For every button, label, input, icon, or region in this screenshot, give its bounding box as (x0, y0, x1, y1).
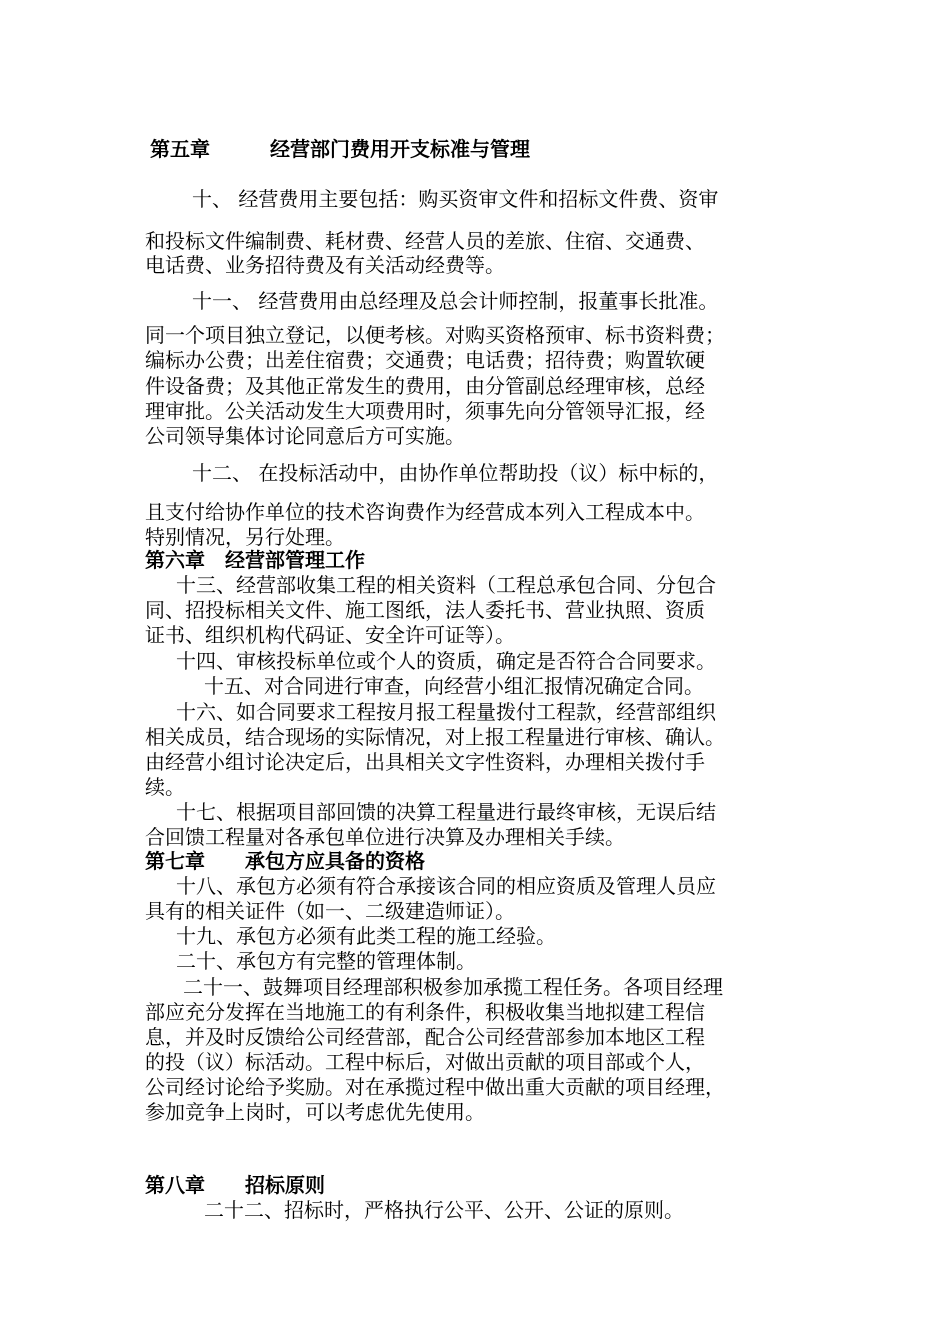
text-line: 十七、根据项目部回馈的决算工程量进行最终审核，无误后结 (176, 800, 716, 824)
chapter-7-title: 第七章 承包方应具备的资格 (145, 849, 425, 873)
text-line: 理审批。公关活动发生大项费用时，须事先向分管领导汇报，经 (145, 399, 705, 423)
text-line: 和投标文件编制费、耗材费、经营人员的差旅、住宿、交通费、 (145, 229, 705, 253)
text-line: 十五、对合同进行审查，向经营小组汇报情况确定合同。 (204, 674, 704, 698)
text-line: 证书、组织机构代码证、安全许可证等）。 (145, 623, 515, 647)
text-line: 部应充分发挥在当地施工的有利条件，积极收集当地拟建工程信 (145, 1000, 705, 1024)
chapter-6-title: 第六章 经营部管理工作 (145, 548, 365, 572)
text-line: 十、 经营费用主要包括：购买资审文件和招标文件费、资审 (192, 187, 719, 211)
text-line: 十二、 在投标活动中，由协作单位帮助投（议）标中标的， (192, 461, 719, 485)
text-line: 电话费、业务招待费及有关活动经费等。 (145, 253, 505, 277)
text-line: 编标办公费；出差住宿费；交通费；电话费；招待费；购置软硬 (145, 348, 705, 372)
text-line: 十三、经营部收集工程的相关资料（工程总承包合同、分包合 (176, 573, 716, 597)
text-line: 相关成员，结合现场的实际情况，对上报工程量进行审核、确认。 (145, 725, 725, 749)
text-line: 特别情况，另行处理。 (145, 525, 345, 549)
text-line: 的投（议）标活动。工程中标后，对做出贡献的项目部或个人， (145, 1050, 705, 1074)
text-line: 参加竞争上岗时，可以考虑优先使用。 (145, 1100, 485, 1124)
text-line: 十九、承包方必须有此类工程的施工经验。 (176, 924, 556, 948)
text-line: 同一个项目独立登记，以便考核。对购买资格预审、标书资料费； (145, 323, 725, 347)
text-line: 由经营小组讨论决定后，出具相关文字性资料，办理相关拨付手 (145, 750, 705, 774)
text-line: 息，并及时反馈给公司经营部，配合公司经营部参加本地区工程 (145, 1025, 705, 1049)
text-line: 件设备费；及其他正常发生的费用，由分管副总经理审核，总经 (145, 374, 705, 398)
text-line: 十四、审核投标单位或个人的资质，确定是否符合合同要求。 (176, 649, 716, 673)
text-line: 公司经讨论给予奖励。对在承揽过程中做出重大贡献的项目经理， (145, 1075, 725, 1099)
text-line: 十一、 经营费用由总经理及总会计师控制，报董事长批准。 (192, 289, 719, 313)
text-line: 续。 (145, 775, 185, 799)
chapter-8-title: 第八章 招标原则 (145, 1173, 325, 1197)
text-line: 二十、承包方有完整的管理体制。 (176, 949, 476, 973)
text-line: 公司领导集体讨论同意后方可实施。 (145, 424, 465, 448)
text-line: 二十一、鼓舞项目经理部积极参加承揽工程任务。各项目经理 (183, 975, 723, 999)
chapter-5-title: 第五章 经营部门费用开支标准与管理 (150, 137, 530, 161)
text-line: 具有的相关证件（如一、二级建造师证）。 (145, 899, 515, 923)
text-line: 十六、如合同要求工程按月报工程量拨付工程款，经营部组织 (176, 700, 716, 724)
text-line: 二十二、招标时，严格执行公平、公开、公证的原则。 (204, 1198, 684, 1222)
text-line: 且支付给协作单位的技术咨询费作为经营成本列入工程成本中。 (145, 500, 705, 524)
text-line: 同、招投标相关文件、施工图纸，法人委托书、营业执照、资质 (145, 598, 705, 622)
text-line: 十八、承包方必须有符合承接该合同的相应资质及管理人员应 (176, 874, 716, 898)
text-line: 合回馈工程量对各承包单位进行决算及办理相关手续。 (145, 825, 625, 849)
